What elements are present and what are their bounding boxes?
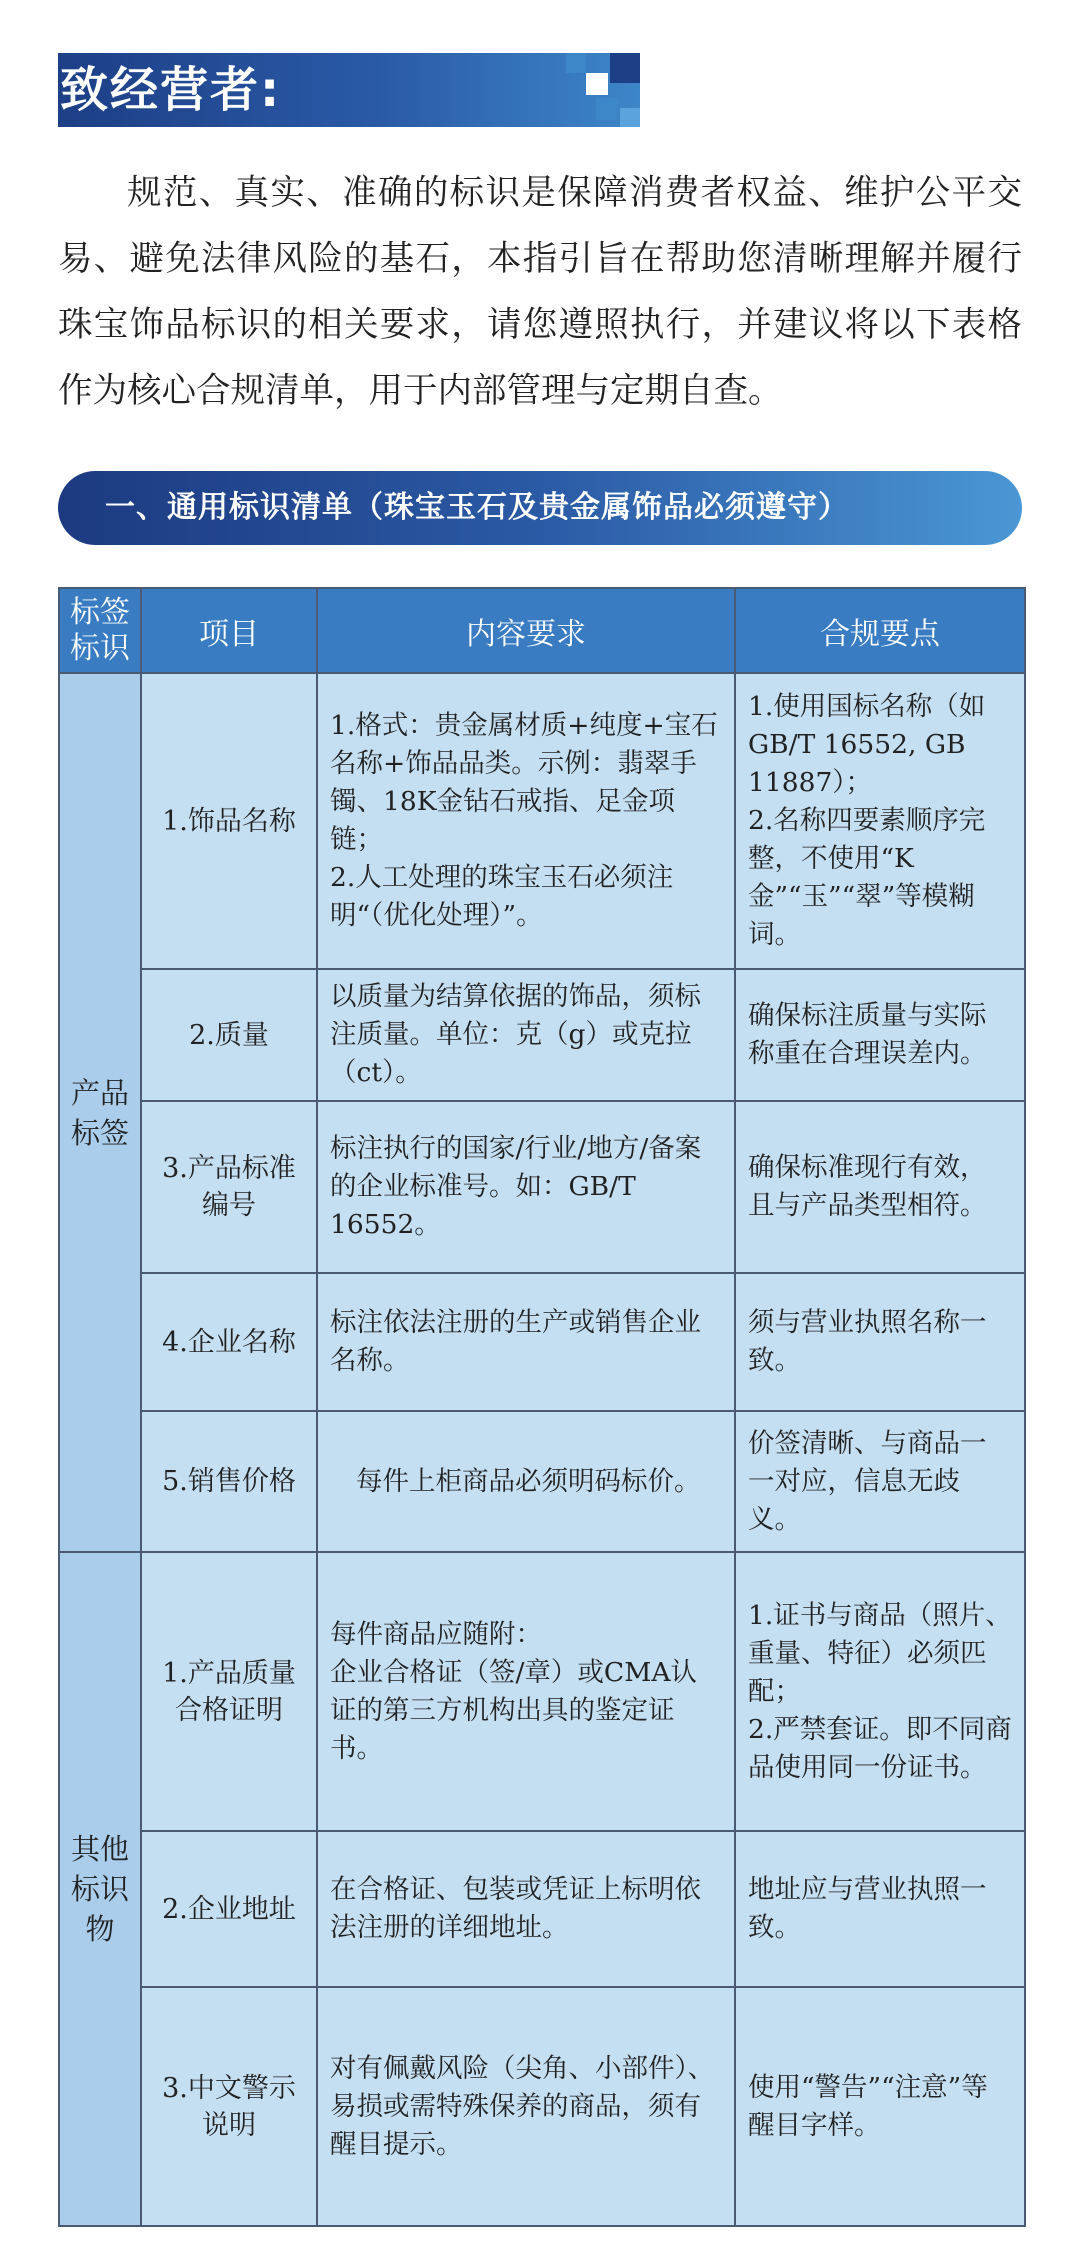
row-point: 价签清晰、与商品一一对应，信息无歧义。	[735, 1411, 1025, 1552]
decor-square	[596, 98, 618, 120]
table-row	[59, 1831, 1025, 1987]
row-point: 确保标注质量与实际称重在合理误差内。	[735, 969, 1025, 1101]
header-point: 合规要点	[735, 588, 1025, 673]
row-item: 2.企业地址	[141, 1831, 317, 1987]
row-item: 4.企业名称	[141, 1273, 317, 1411]
table-row	[59, 1987, 1025, 2226]
category-product-label: 产品 标签	[59, 673, 141, 1552]
decor-square	[566, 53, 586, 73]
table-row	[59, 1273, 1025, 1411]
row-content: 每件上柜商品必须明码标价。	[317, 1411, 735, 1552]
table-row	[59, 1552, 1025, 1831]
row-content: 标注执行的国家/行业/地方/备案的企业标准号。如：GB/T 16552。	[317, 1101, 735, 1273]
row-content: 以质量为结算依据的饰品，须标注质量。单位：克（g）或克拉（ct）。	[317, 969, 735, 1101]
row-point: 1.使用国标名称（如GB/T 16552, GB 11887）； 2.名称四要素顺序完整，不使用“K金”“玉”“翠”等模糊词。	[735, 673, 1025, 969]
table-row	[59, 1411, 1025, 1552]
decor-square	[586, 73, 608, 95]
header-item: 项目	[141, 588, 317, 673]
row-item: 1.饰品名称	[141, 673, 317, 969]
decor-square	[620, 108, 640, 127]
row-item: 2.质量	[141, 969, 317, 1101]
table-row	[59, 673, 1025, 969]
header-category: 标签 标识	[59, 588, 141, 673]
row-point: 确保标准现行有效，且与产品类型相符。	[735, 1101, 1025, 1273]
row-point: 1.证书与商品（照片、重量、特征）必须匹配； 2.严禁套证。即不同商品使用同一份证书。	[735, 1552, 1025, 1831]
row-content: 1.格式：贵金属材质+纯度+宝石名称+饰品品类。示例：翡翠手镯、18K金钻石戒指、足金项链； 2.人工处理的珠宝玉石必须注明“（优化处理）”。	[317, 673, 735, 969]
intro-paragraph	[58, 160, 1022, 424]
row-content: 对有佩戴风险（尖角、小部件）、易损或需特殊保养的商品，须有醒目提示。	[317, 1987, 735, 2226]
intro-text: 规范、真实、准确的标识是保障消费者权益、维护公平交易、避免法律风险的基石，本指引旨在帮助您清晰理解并履行珠宝饰品标识的相关要求，请您遵照执行，并建议将以下表格作为核心合规清单，用于内部管理与定期自查。	[58, 173, 1022, 411]
row-point: 地址应与营业执照一致。	[735, 1831, 1025, 1987]
row-item: 5.销售价格	[141, 1411, 317, 1552]
row-item: 3.产品标准 编号	[141, 1101, 317, 1273]
header-content: 内容要求	[317, 588, 735, 673]
row-content: 在合格证、包装或凭证上标明依法注册的详细地址。	[317, 1831, 735, 1987]
category-other-labels: 其他 标识 物	[59, 1552, 141, 2226]
section-title: 一、通用标识清单（珠宝玉石及贵金属饰品必须遵守）	[105, 490, 849, 525]
row-content: 标注依法注册的生产或销售企业名称。	[317, 1273, 735, 1411]
table-row	[59, 1101, 1025, 1273]
page-title: 致经营者:	[60, 62, 282, 118]
row-item: 1.产品质量 合格证明	[141, 1552, 317, 1831]
compliance-table	[58, 587, 1026, 2227]
row-item: 3.中文警示 说明	[141, 1987, 317, 2226]
row-content: 每件商品应随附： 企业合格证（签/章）或CMA认证的第三方机构出具的鉴定证书。	[317, 1552, 735, 1831]
decor-square	[610, 53, 640, 83]
table-header-row	[59, 588, 1025, 673]
row-point: 使用“警告”“注意”等醒目字样。	[735, 1987, 1025, 2226]
table-row	[59, 969, 1025, 1101]
row-point: 须与营业执照名称一致。	[735, 1273, 1025, 1411]
